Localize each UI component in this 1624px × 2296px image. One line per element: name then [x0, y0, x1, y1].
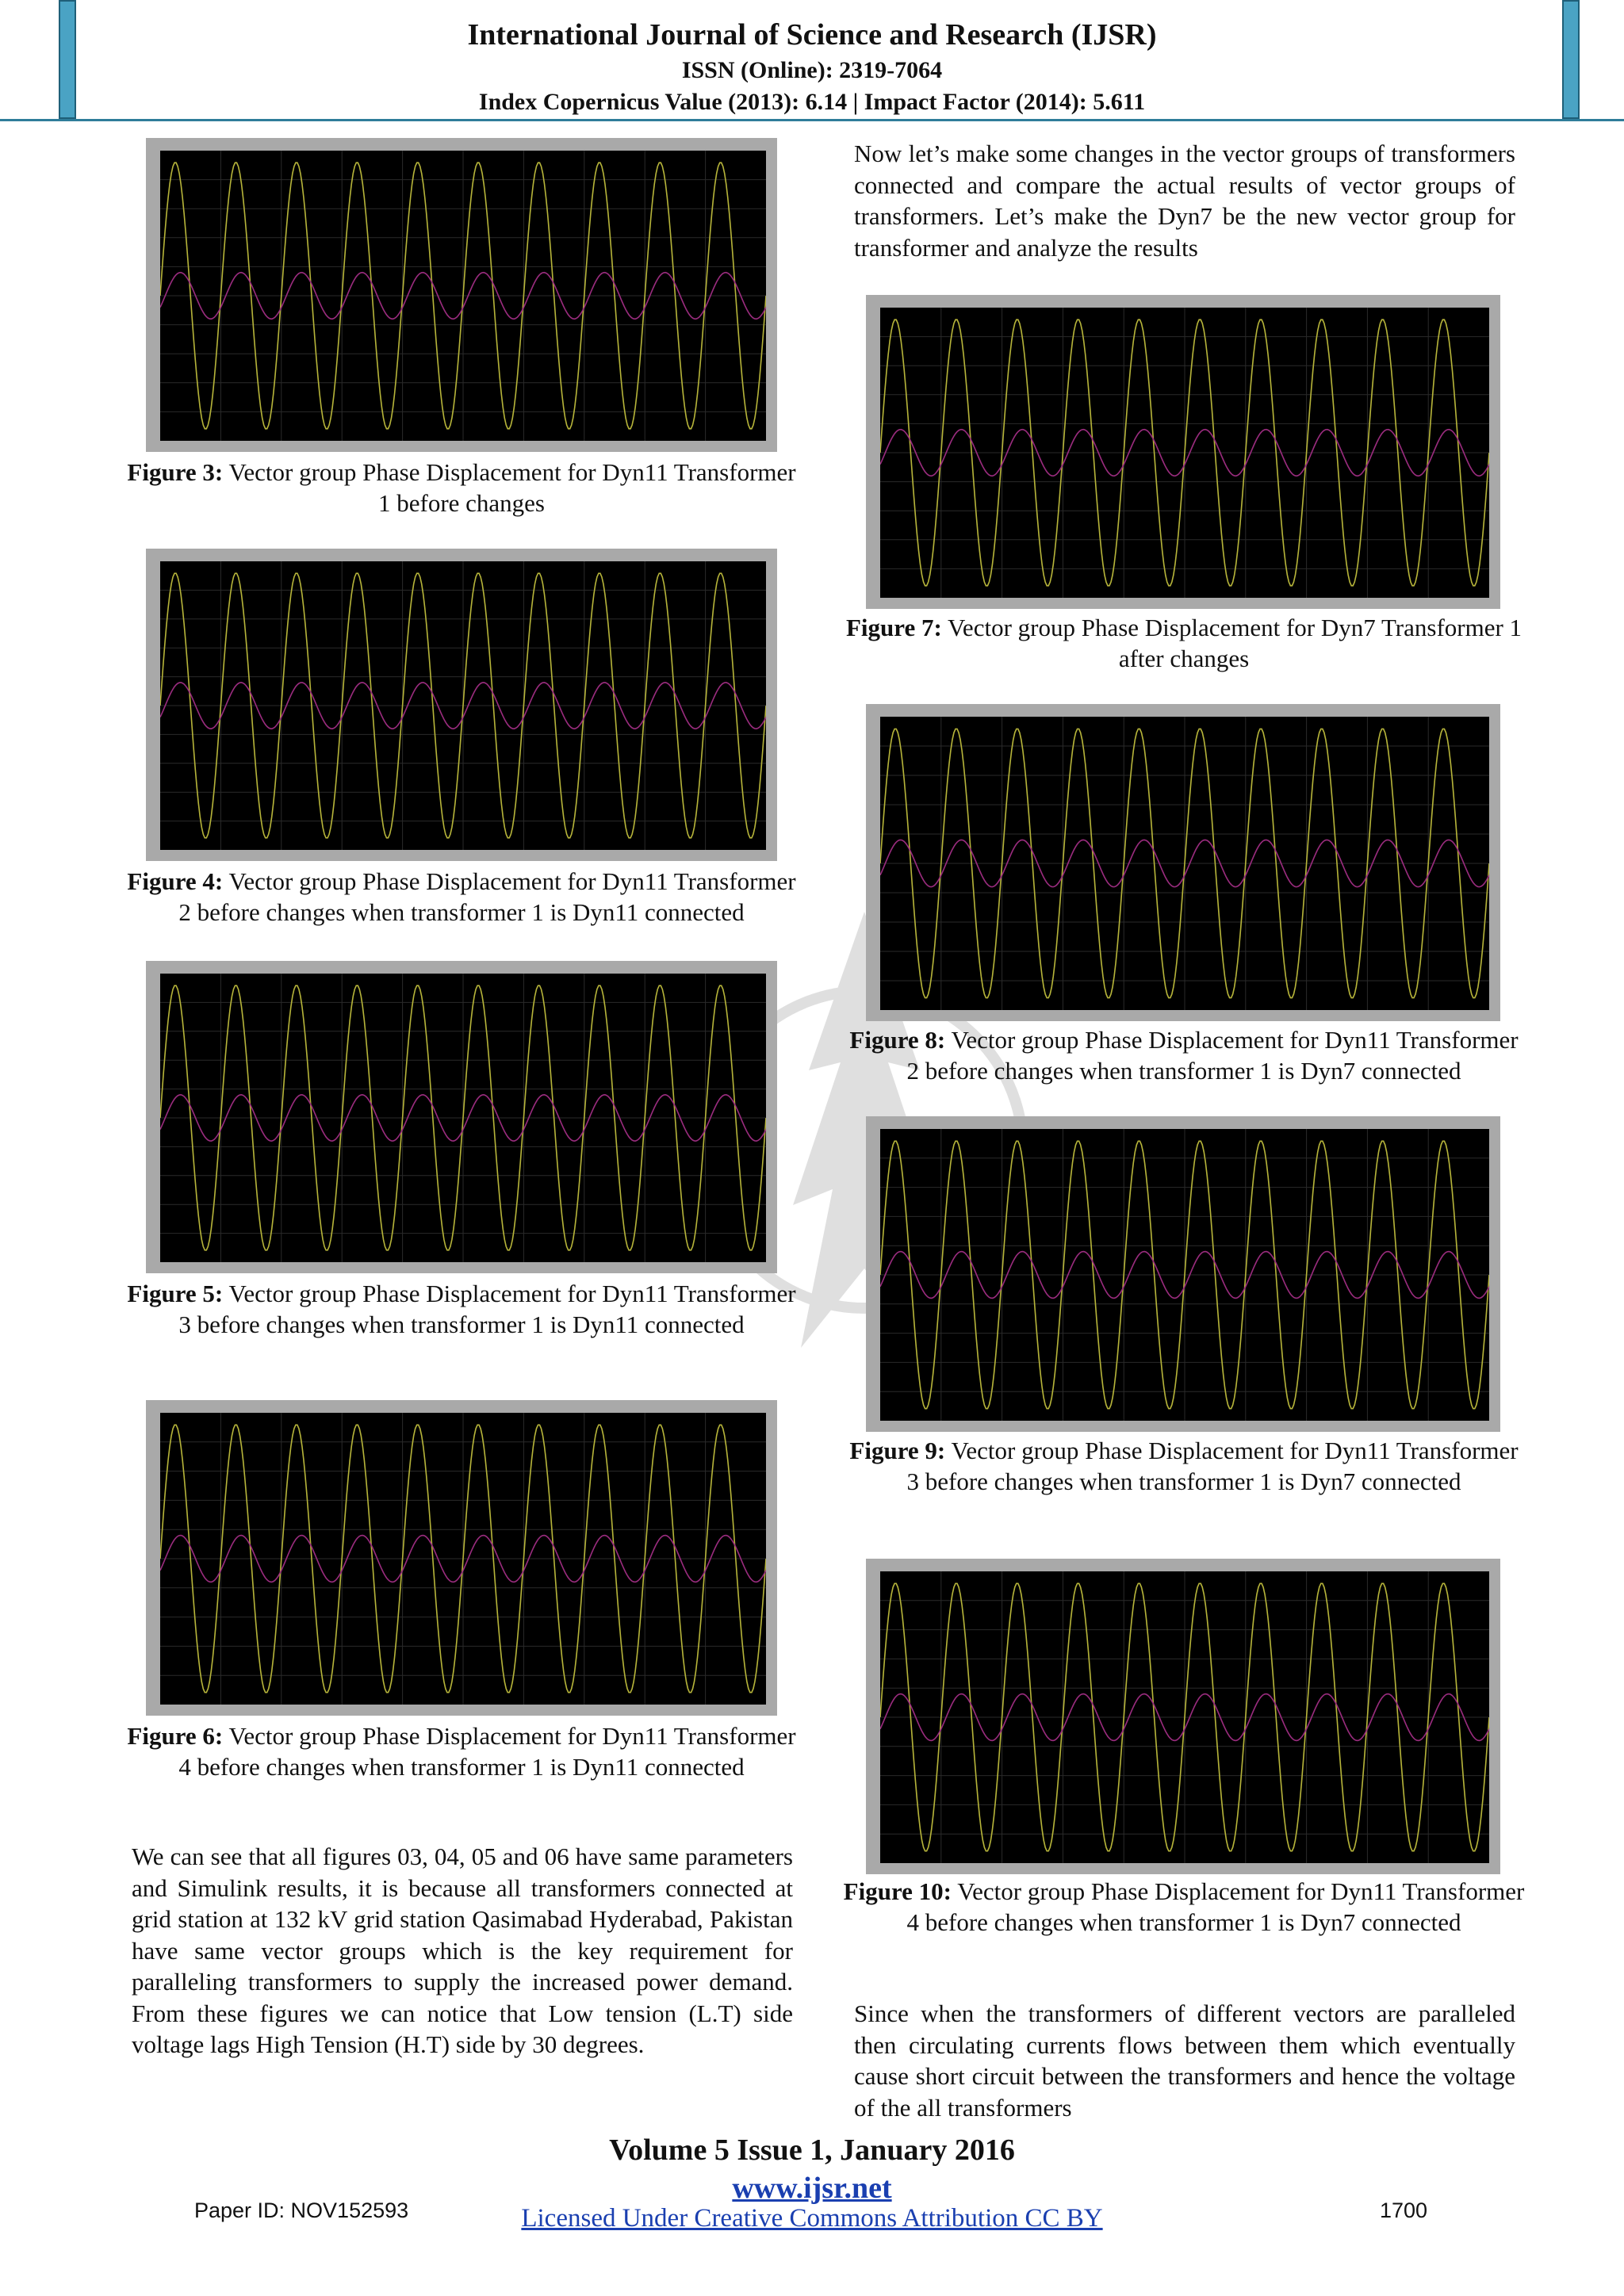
figure-4-caption: Figure 4: Vector group Phase Displacement for Dyn11 Transformer 2 before changes when transformer 1 is Dyn11 connected: [127, 867, 796, 926]
journal-title: International Journal of Science and Research (IJSR): [467, 18, 1157, 52]
footer-website-link[interactable]: www.ijsr.net: [732, 2172, 892, 2205]
figure-10-waveform: [880, 1571, 1489, 1863]
figure-8-caption: Figure 8: Vector group Phase Displacement for Dyn11 Transformer 2 before changes when transformer 1 is Dyn7 connected: [849, 1026, 1519, 1085]
page-number: 1700: [1380, 2198, 1428, 2222]
left-paragraph: We can see that all figures 03, 04, 05 and 06 have same parameters and Simulink results, it is because all transformers connected at grid station at 132 kV grid station Qasimabad Hyderabad, Pakistan have same vector groups which is the key requirement for paralleling transformers to supply the increased power demand. From these figures we can notice that Low tension (L.T) side voltage lags High Tension (H.T) side by 30 degrees.: [132, 1843, 793, 2058]
figure-7-waveform: [880, 308, 1489, 598]
header-rule: [0, 119, 1624, 121]
figure-4-plot: [146, 549, 777, 861]
footer-volume: Volume 5 Issue 1, January 2016: [609, 2133, 1015, 2167]
figure-9-plot: [866, 1116, 1500, 1432]
figure-8-waveform: [880, 717, 1489, 1010]
right-intro-paragraph: Now let’s make some changes in the vector groups of transformers connected and compare the actual results of vector groups of transformers. Let’s make the Dyn7 be the new vector group for transformer and analyze the results: [854, 140, 1515, 262]
figure-10-plot: [866, 1559, 1500, 1874]
figure-10-caption: Figure 10: Vector group Phase Displacement for Dyn11 Transformer 4 before changes when transformer 1 is Dyn7 connected: [843, 1877, 1525, 1936]
figure-4-waveform: [160, 561, 766, 850]
figure-3-caption: Figure 3: Vector group Phase Displacement for Dyn11 Transformer 1 before changes: [127, 458, 796, 517]
index-line: Index Copernicus Value (2013): 6.14 | Impact Factor (2014): 5.611: [478, 89, 1146, 115]
figure-6-waveform: [160, 1413, 766, 1705]
figure-9-caption: Figure 9: Vector group Phase Displacement for Dyn11 Transformer 3 before changes when transformer 1 is Dyn7 connected: [849, 1437, 1519, 1495]
figure-3-waveform: [160, 151, 766, 441]
figure-7-plot: [866, 295, 1500, 609]
figure-5-plot: [146, 961, 777, 1273]
figure-8-plot: [866, 704, 1500, 1021]
right-closing-paragraph: Since when the transformers of different vectors are paralleled then circulating currents flows between them which eventually cause short circuit between the transformers and hence the voltage of the all transformers: [854, 1999, 1515, 2122]
figure-5-caption: Figure 5: Vector group Phase Displacement for Dyn11 Transformer 3 before changes when transformer 1 is Dyn11 connected: [127, 1280, 796, 1338]
figure-7-caption: Figure 7: Vector group Phase Displacement for Dyn7 Transformer 1 after changes: [845, 614, 1522, 672]
issn-line: ISSN (Online): 2319-7064: [681, 57, 943, 83]
footer-license-link[interactable]: Licensed Under Creative Commons Attribution CC BY: [521, 2204, 1103, 2233]
figure-5-waveform: [160, 974, 766, 1262]
figure-9-waveform: [880, 1129, 1489, 1421]
figure-6-caption: Figure 6: Vector group Phase Displacement for Dyn11 Transformer 4 before changes when transformer 1 is Dyn11 connected: [127, 1722, 796, 1781]
figure-6-plot: [146, 1400, 777, 1716]
paper-id: Paper ID: NOV152593: [194, 2198, 409, 2222]
figure-3-plot: [146, 138, 777, 452]
